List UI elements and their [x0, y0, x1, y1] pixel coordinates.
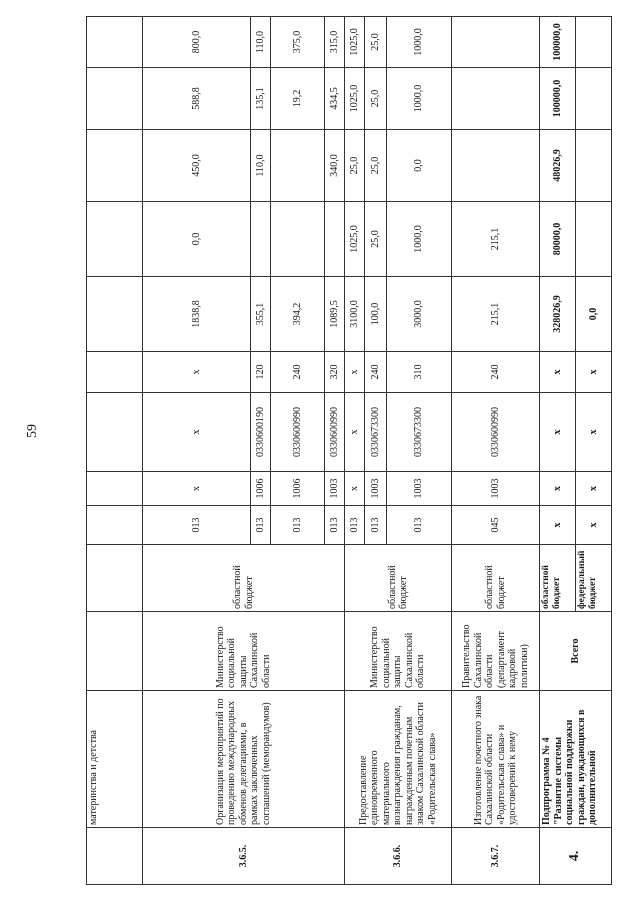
row-name: Организация мероприятий по проведению международных обменов делегациями, в рамках заключенных соглашений (меморандумов) [143, 691, 345, 828]
value: 340,0 [325, 130, 345, 202]
value [325, 202, 345, 277]
grbs: 013 [143, 506, 251, 545]
value: 1025,0 [345, 68, 365, 130]
value: 1838,8 [143, 277, 251, 352]
row-executor: Правительство Сахалинской области (департамент кадровой политики) [452, 612, 540, 691]
row-executor: Министерство социальной защиты Сахалинской области [345, 612, 452, 691]
value: 25,0 [345, 130, 365, 202]
vr: 120 [251, 352, 271, 393]
row-executor: Всего [540, 612, 612, 691]
value: 394,2 [271, 277, 325, 352]
value: 355,1 [251, 277, 271, 352]
value: 1025,0 [345, 17, 365, 68]
row-source: областной бюджет [452, 545, 540, 612]
rzpr: х [345, 472, 365, 506]
grbs: 013 [365, 506, 387, 545]
row-num: 3.6.6. [345, 828, 452, 885]
value: 1089,5 [325, 277, 345, 352]
value: 100,0 [365, 277, 387, 352]
value: 48026,9 [540, 130, 576, 202]
table-row [87, 17, 143, 885]
vr: х [143, 352, 251, 393]
value [251, 202, 271, 277]
grbs: 045 [452, 506, 540, 545]
row-source: федеральный бюджет [576, 545, 612, 612]
csr: 0330600990 [271, 393, 325, 472]
csr: 0330600190 [251, 393, 271, 472]
value: 315,0 [325, 17, 345, 68]
page-number: 59 [25, 424, 40, 438]
value: 328026,9 [540, 277, 576, 352]
rzpr: 1003 [387, 472, 452, 506]
grbs: 013 [387, 506, 452, 545]
value: 80000,0 [540, 202, 576, 277]
rzpr: 1003 [325, 472, 345, 506]
csr: 0330673300 [387, 393, 452, 472]
row-num: 3.6.7. [452, 828, 540, 885]
value [271, 202, 325, 277]
row-name: Подпрограмма № 4 "Развитие системы социальной поддержки граждан, нуждающихся в дополнительной [540, 691, 612, 828]
table-row [345, 17, 365, 885]
row-executor: Министерство социальной защиты Сахалинской области [143, 612, 345, 691]
csr: 0330673300 [365, 393, 387, 472]
value: 0,0 [576, 277, 612, 352]
vr: х [345, 352, 365, 393]
rzpr: х [540, 472, 576, 506]
grbs: 013 [251, 506, 271, 545]
row-num [87, 828, 143, 885]
value [576, 17, 612, 68]
value: 100000,0 [540, 17, 576, 68]
value: 19,2 [271, 68, 325, 130]
value [576, 202, 612, 277]
value: 3100,0 [345, 277, 365, 352]
row-num: 4. [540, 828, 612, 885]
rzpr: х [143, 472, 251, 506]
grbs: х [576, 506, 612, 545]
csr: 0330600990 [452, 393, 540, 472]
csr: х [345, 393, 365, 472]
vr: х [540, 352, 576, 393]
value [271, 130, 325, 202]
value: 215,1 [452, 277, 540, 352]
budget-table [86, 16, 612, 885]
rzpr: 1006 [251, 472, 271, 506]
value: 110,0 [251, 130, 271, 202]
row-source: областной бюджет [143, 545, 345, 612]
value: 25,0 [365, 68, 387, 130]
value: 110,0 [251, 17, 271, 68]
vr: 240 [452, 352, 540, 393]
value: 100000,0 [540, 68, 576, 130]
row-name: Предоставление единовременного материального вознаграждения гражданам, награжденным почетным знаком Сахалинской области «Родительская слава» [345, 691, 452, 828]
table-row [143, 17, 251, 885]
grbs: х [540, 506, 576, 545]
table-row [540, 17, 576, 885]
row-name: материнства и детства [87, 691, 143, 828]
value [576, 68, 612, 130]
value: 1025,0 [345, 202, 365, 277]
value: 800,0 [143, 17, 251, 68]
grbs: 013 [325, 506, 345, 545]
vr: 310 [387, 352, 452, 393]
value [452, 17, 540, 68]
vr: 240 [271, 352, 325, 393]
row-source: областной бюджет [540, 545, 576, 612]
value: 588,8 [143, 68, 251, 130]
rzpr: 1006 [271, 472, 325, 506]
table-row [452, 17, 540, 885]
rotated-table-container [86, 17, 599, 885]
value: 25,0 [365, 17, 387, 68]
value: 25,0 [365, 130, 387, 202]
value: 1000,0 [387, 68, 452, 130]
value: 25,0 [365, 202, 387, 277]
vr: 240 [365, 352, 387, 393]
csr: х [576, 393, 612, 472]
value: 3000,0 [387, 277, 452, 352]
value [452, 68, 540, 130]
value: 450,0 [143, 130, 251, 202]
vr: х [576, 352, 612, 393]
value [576, 130, 612, 202]
row-source: областной бюджет [345, 545, 452, 612]
value: 1000,0 [387, 202, 452, 277]
csr: х [540, 393, 576, 472]
rzpr: 1003 [365, 472, 387, 506]
value [452, 130, 540, 202]
value: 215,1 [452, 202, 540, 277]
vr: 320 [325, 352, 345, 393]
row-name: Изготовление почетного знака Сахалинской области «Родительская слава» и удостоверений к нему [452, 691, 540, 828]
value: 434,5 [325, 68, 345, 130]
value: 1000,0 [387, 17, 452, 68]
value: 135,1 [251, 68, 271, 130]
value: 0,0 [387, 130, 452, 202]
csr: 0330600990 [325, 393, 345, 472]
rzpr: 1003 [452, 472, 540, 506]
grbs: 013 [345, 506, 365, 545]
grbs: 013 [271, 506, 325, 545]
csr: х [143, 393, 251, 472]
value: 375,0 [271, 17, 325, 68]
rzpr: х [576, 472, 612, 506]
value: 0,0 [143, 202, 251, 277]
row-num: 3.6.5. [143, 828, 345, 885]
